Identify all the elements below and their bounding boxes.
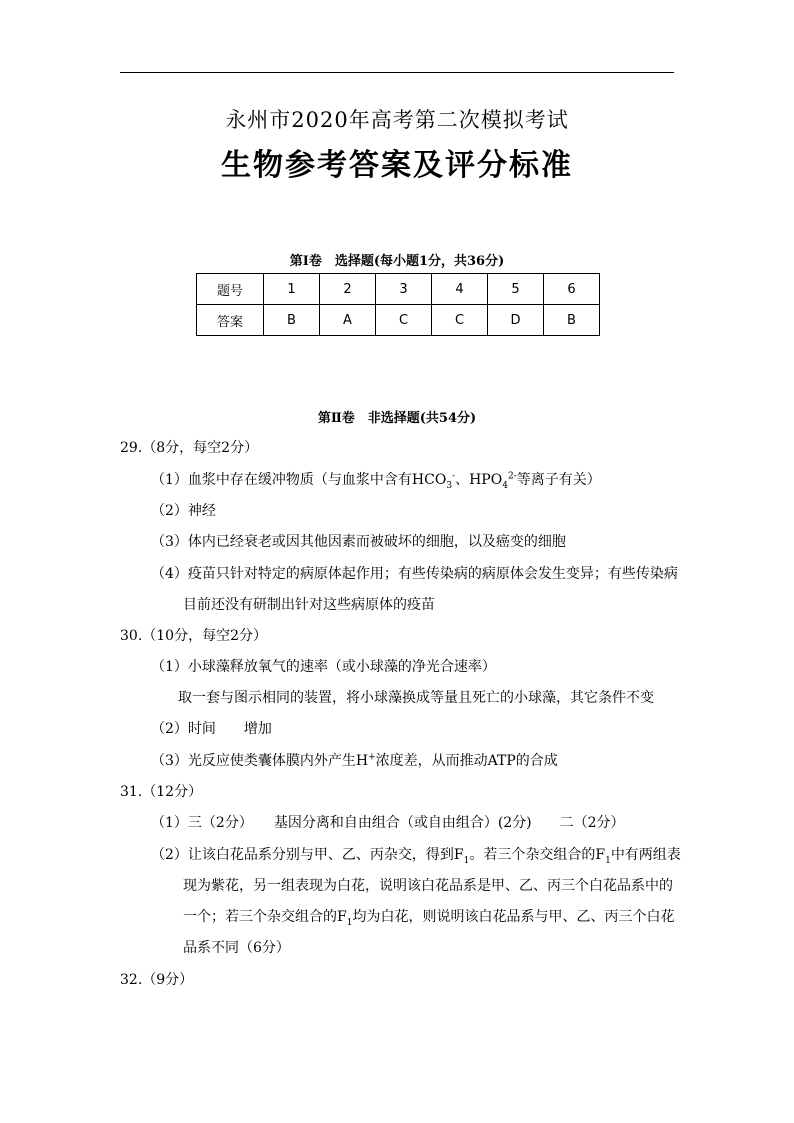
q32-heading: 32.（9分） [120,972,194,988]
q29-answer-4-cont: 目前还没有研制出针对这些病原体的疫苗 [183,597,435,613]
q29-a1-text: 等离子有关） [516,472,601,488]
subscript: 1 [463,855,470,866]
row-label-answer: 答案 [197,305,264,336]
q29-a1-text: 、HPO [455,472,503,488]
answer-table [196,273,600,336]
q30-answer-1: （1）小球藻释放氧气的速率（或小球藻的净光合速率） [151,659,496,675]
question-number: 6 [544,274,600,305]
q31-answer-1: （1）三（2分） 基因分离和自由组合（或自由组合）(2分) 二（2分） [151,815,625,831]
header-rule [120,72,674,73]
q30-answer-1-cont: 取一套与图示相同的装置，将小球藻换成等量且死亡的小球藻，其它条件不变 [178,690,654,706]
q31-heading: 31.（12分） [120,784,203,800]
answer-key-title: 生物参考答案及评分标准 [221,148,573,183]
q30-answer-2: （2）时间 增加 [151,721,272,737]
q29-answer-2: （2）神经 [151,503,216,519]
question-number: 5 [488,274,544,305]
answer-cell: C [376,305,432,336]
question-number: 1 [264,274,320,305]
q29-answer-3: （3）体内已经衰老或因其他因素而被破坏的细胞，以及癌变的细胞 [151,534,566,550]
answer-cell: B [264,305,320,336]
q29-heading: 29.（8分，每空2分） [120,440,259,456]
exam-title: 永州市2020年高考第二次模拟考试 [225,108,569,132]
q30-answer-3 [151,750,558,770]
part2-heading: 第Ⅱ卷 非选择题(共54分) [317,411,477,426]
superscript: + [368,752,376,763]
q29-answer-4: （4）疫苗只针对特定的病原体起作用；有些传染病的病原体会发生变异；有些传染病 [151,566,678,582]
q29-a1-text: （1）血浆中存在缓冲物质（与血浆中含有HCO [151,472,447,488]
question-number: 2 [320,274,376,305]
answer-cell: D [488,305,544,336]
answer-row [197,305,600,336]
subscript: 1 [346,917,353,928]
superscript: 2- [507,471,517,482]
q30-a3-text: （3）光反应使类囊体膜内外产生H [151,753,369,769]
q31-a2-text: 。若三个杂交组合的F [469,847,606,863]
q31-answer-2 [151,844,681,866]
q31-answer-2-cont: 现为紫花，另一组表现为白花，说明该白花品系是甲、乙、丙三个白花品系中的 [183,878,673,894]
answer-cell: A [320,305,376,336]
question-number: 4 [432,274,488,305]
subscript: 1 [605,855,611,866]
q31-a2-text: （2）让该白花品系分别与甲、乙、丙杂交，得到F [151,847,464,863]
q31-a2-text: 中有两组表 [610,847,681,863]
q31-answer-2-cont: 品系不同（6分） [183,940,290,956]
subscript: 3 [446,480,453,491]
subscript: 4 [502,480,508,491]
answer-cell: B [544,305,600,336]
q31-a2-text: 均为白花，则说明该白花品系与甲、乙、丙三个白花 [352,909,675,925]
row-label-number: 题号 [197,274,264,305]
part1-heading: 第Ⅰ卷 选择题(每小题1分，共36分) [289,254,505,269]
question-number: 3 [376,274,432,305]
question-number-row [197,274,600,305]
q30-a3-text: 浓度差，从而推动ATP的合成 [375,753,558,769]
q29-answer-1 [151,469,601,491]
superscript: - [452,471,456,482]
q31-answer-2-cont [183,906,674,928]
answer-cell: C [432,305,488,336]
q31-a2-text: 一个；若三个杂交组合的F [183,909,347,925]
q30-heading: 30.（10分，每空2分） [120,628,267,644]
